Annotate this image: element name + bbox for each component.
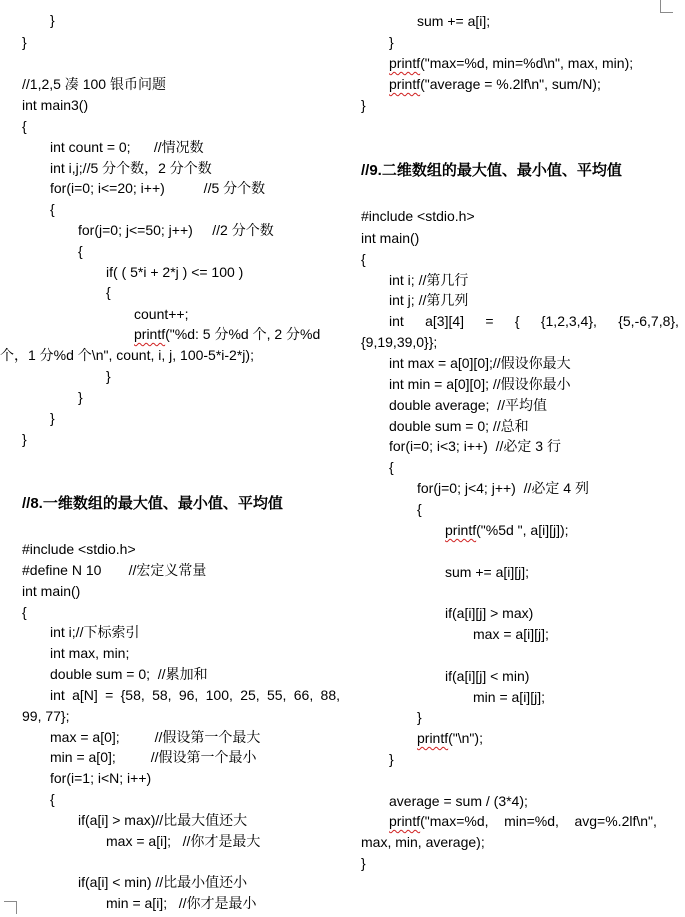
code-line: int max = a[0][0];//假设你最大	[389, 355, 571, 371]
code-line: min = a[i]; //你才是最小	[106, 895, 257, 911]
code-line: int max, min;	[50, 645, 130, 661]
code-line: }	[389, 751, 394, 767]
printf-call: printf	[134, 326, 166, 342]
code-line: {	[361, 251, 366, 267]
code-line: int main3()	[22, 97, 89, 113]
printf-call: printf	[417, 730, 449, 746]
code-line: {	[389, 459, 394, 475]
code-line: {	[22, 604, 27, 620]
page-corner-mark-top-right	[660, 0, 673, 13]
code-line: double average; //平均值	[389, 397, 547, 413]
code-line: #define N 10 //宏定义常量	[22, 562, 207, 578]
code-line	[134, 324, 320, 344]
code-line: int count = 0; //情况数	[50, 139, 204, 155]
printf-args: ("%5d ", a[i][j]);	[476, 522, 569, 538]
code-line: max, min, average);	[361, 834, 485, 850]
code-line: max = a[i][j];	[473, 626, 549, 642]
array-token: 58,	[152, 687, 172, 703]
code-line: int j; //第几列	[389, 292, 469, 308]
code-line	[417, 728, 483, 748]
code-line: {9,19,39,0}};	[361, 334, 438, 350]
array-token: =	[485, 313, 494, 329]
code-line: for(i=1; i<N; i++)	[50, 770, 152, 786]
code-line: int main()	[22, 583, 81, 599]
code-line: }	[50, 410, 55, 426]
code-line: int i; //第几行	[389, 272, 469, 288]
code-line: max = a[0]; //假设第一个最大	[50, 729, 261, 745]
array-token: 66,	[293, 687, 314, 703]
array-token: 55,	[266, 687, 287, 703]
code-line: count++;	[134, 306, 189, 322]
code-line: sum += a[i][j];	[445, 564, 530, 580]
array-token: {1,2,3,4},	[540, 313, 597, 329]
code-line: if(a[i][j] < min)	[445, 668, 530, 684]
printf-args: ("max=%d, min=%d, avg=%.2lf\n",	[420, 813, 657, 829]
code-line: #include <stdio.h>	[361, 208, 475, 224]
code-line: {	[50, 201, 55, 217]
printf-call: printf	[389, 55, 421, 71]
code-line: #include <stdio.h>	[22, 541, 136, 557]
code-line: int i,j;//5 分个数，2 分个数	[50, 160, 212, 176]
array-token: int	[50, 687, 65, 703]
code-line: int min = a[0][0]; //假设你最小	[389, 376, 571, 392]
code-line: }	[361, 97, 366, 113]
code-line: 99, 77};	[22, 708, 70, 724]
code-line: {	[22, 118, 27, 134]
code-line-array-init	[389, 311, 679, 331]
code-line: sum += a[i];	[417, 13, 491, 29]
printf-call: printf	[389, 76, 421, 92]
array-token: 100,	[205, 687, 233, 703]
code-line: {	[417, 501, 422, 517]
code-line: if(a[i] < min) //比最小值还小	[78, 874, 248, 890]
code-line: {	[50, 791, 55, 807]
section-heading: //8.一维数组的最大值、最小值、平均值	[22, 495, 283, 512]
code-line: if(a[i][j] > max)	[445, 605, 534, 621]
array-token: a[3][4]	[425, 313, 465, 329]
array-token: {58,	[120, 687, 145, 703]
code-line: for(j=0; j<=50; j++) //2 分个数	[78, 222, 274, 238]
code-line: if( ( 5*i + 2*j ) <= 100 )	[106, 264, 244, 280]
printf-args: ("%d: 5 分%d 个, 2 分%d	[165, 326, 321, 342]
page-corner-mark-bottom-left	[4, 901, 17, 914]
array-token: 88,	[320, 687, 340, 703]
section-heading: //9.二维数组的最大值、最小值、平均值	[361, 162, 622, 179]
code-line: double sum = 0; //总和	[389, 418, 529, 434]
code-line-array-init	[50, 685, 340, 705]
array-token: 96,	[178, 687, 199, 703]
code-line	[445, 520, 569, 540]
array-token: int	[389, 313, 404, 329]
code-line: max = a[i]; //你才是最大	[106, 833, 261, 849]
code-line: for(i=0; i<3; i++) //必定 3 行	[389, 438, 561, 454]
array-token: {5,-6,7,8},	[618, 313, 679, 329]
code-line: {	[106, 284, 111, 300]
printf-call: printf	[389, 813, 421, 829]
code-line: average = sum / (3*4);	[389, 793, 528, 809]
code-line: min = a[i][j];	[473, 689, 545, 705]
code-line: int main()	[361, 230, 420, 246]
code-line	[389, 53, 633, 73]
printf-args: ("\n");	[448, 730, 483, 746]
code-line: }	[106, 368, 111, 384]
code-line: 个，1 分%d 个\n", count, i, j, 100-5*i-2*j);	[0, 347, 254, 363]
array-token: =	[105, 687, 114, 703]
code-line: }	[417, 709, 422, 725]
code-line: }	[389, 34, 394, 50]
code-line: int i;//下标索引	[50, 624, 140, 640]
printf-args: ("average = %.2lf\n", sum/N);	[420, 76, 601, 92]
code-line: for(i=0; i<=20; i++) //5 分个数	[50, 180, 266, 196]
array-token: 25,	[240, 687, 260, 703]
code-comment: //1,2,5 凑 100 银币问题	[22, 76, 166, 92]
code-line: }	[22, 431, 27, 447]
code-line: }	[50, 12, 55, 28]
code-line: for(j=0; j<4; j++) //必定 4 列	[417, 480, 589, 496]
printf-args: ("max=%d, min=%d\n", max, min);	[420, 55, 634, 71]
printf-call: printf	[445, 522, 477, 538]
code-line	[389, 74, 601, 94]
code-line: min = a[0]; //假设第一个最小	[50, 749, 257, 765]
code-line: {	[78, 243, 83, 259]
code-line	[389, 811, 657, 831]
code-line: }	[361, 855, 366, 871]
code-line: if(a[i] > max)//比最大值还大	[78, 812, 248, 828]
code-line: }	[78, 389, 83, 405]
code-line: double sum = 0; //累加和	[50, 666, 208, 682]
array-token: {	[514, 313, 520, 329]
code-line: }	[22, 34, 27, 50]
array-token: a[N]	[72, 687, 98, 703]
